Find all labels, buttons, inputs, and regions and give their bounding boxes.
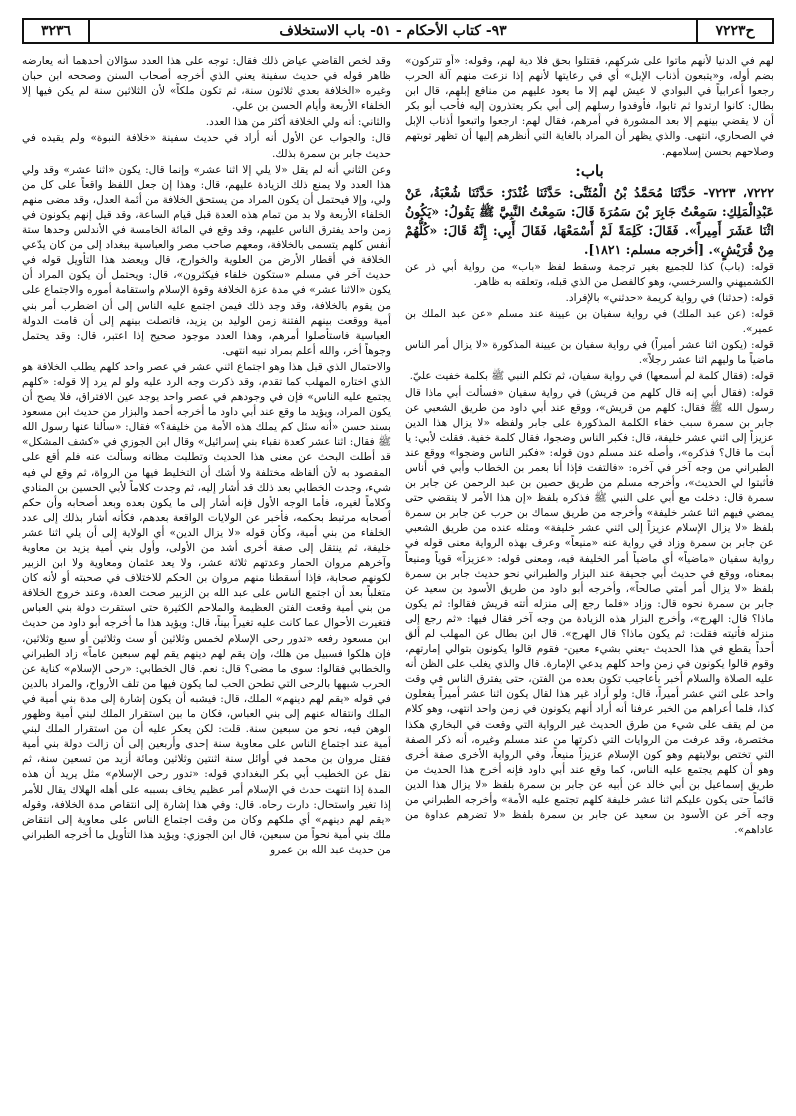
paragraph: قوله: (فقال أبي إنه قال كلهم من قريش) في رواية سفيان «فسألت أبي ماذا قال رسول الله ﷺ فقال: كلهم من قريش»، ووقع عند أبي داود من طريق الشعبي عن جابر بن سمرة سبب خفاء الكلمة المذكورة على جابر ولفظه «لا يزال هذا الدين عزيزاً إلى اثني عشر خليفة، قال: فكبر الناس وضجوا، فقال كلمة خفية. فقلت لأبي: يا أبت ما قال؟ فذكره»، وأصله عند مسلم دون قوله: «فكبر الناس وضجوا» ووقع عند الطبراني من وجه آخر في آخره: «فالتفت فإذا أنا بعمر بن الخطاب وأبي في أناس فأثبتوا لي الحديث»، وأخرجه مسلم من طريق حصين بن عبد الرحمن عن جابر بن سمرة قال: دخلت مع أبي على النبي ﷺ فذكره بلفظ «إن هذا الأمر لا ينقضي حتى يمضي فيهم اثنا عشر خليفة» وأخرجه من طريق سماك بن حرب عن جابر بن سمرة بلفظ «لا يزال الإسلام عزيزاً إلى اثني عشر خليفة» ومثله عنده من طريق الشعبي عن جابر بن سمرة وزاد في رواية عنه «منيعاً» وعرف بهذه الرواية معنى قوله في رواية سفيان «ماضياً» أي ماضياً أمر الخليفة فيه، ومعنى قوله: «عزيزاً» قوياً ومنيعاً بمعناه، ووقع في حديث أبي جحيفة عند البزار والطبراني نحو حديث جابر بن سمرة بلفظ «لا يزال أمر أمتي صالحاً»، وأخرجه أبو داود من طريق الأسود بن سعيد عن جابر بن سمرة نحوه قال: وزاد «فلما رجع إلى منزله أتته قريش فقالوا: ثم يكون ماذا؟ قال: الهرج»، وأخرج البزار هذه الزيادة من وجه آخر فقال فيها: «ثم رجع إلى منزله فأتيته فقلت: ثم يكون ماذا؟ قال الهرج». قال ابن بطال عن المهلب لم ألق أحداً يقطع في هذا الحديث -يعني بشيء معين- فقوم قالوا يكونون بتوالي إمارتهم، وقوم قالوا يكونون في زمن واحد كلهم يدعي الإمارة. قال والذي يغلب على الظن أنه عليه الصلاة والسلام أخبر بأعاجيب تكون بعده من الفتن، حتى يفترق الناس في وقت واحد على اثني عشر أميراً، قال: ولو أراد غير هذا لقال يكون اثنا عشر أميراً يفعلون كذا، فلما أعراهم من الخبر عرفنا أنه أراد أنهم يكونون في زمن واحد انتهى، وهو كلام من لم يقف على شيء من طرق الحديث غير الرواية التي وقعت في البخاري هكذا مختصرة، وقد عرفت من الروايات التي ذكرتها من عند مسلم وغيره، أنه ذكر الصفة التي تختص بولايتهم وهو كون الإسلام عزيزاً منيعاً، وفي الرواية الأخرى صفة أخرى وهو أن كلهم يجتمع عليه الناس، كما وقع عند أبي داود فإنه أخرج هذا الحديث من طريق إسماعيل بن أبي خالد عن أبيه عن جابر بن سمرة بلفظ «لا يزال هذا الدين قائماً حتى يكون عليكم اثنا عشر خليفة كلهم تجتمع عليه الأمة» وأخرجه الطبراني من وجه آخر عن الأسود بن سعيد عن جابر بن سمرة بلفظ «لا تضرهم عداوة من عاداهم».: [405, 386, 774, 837]
hadith-number: ح٧٢٢٣: [696, 20, 772, 42]
book-page: [22, 18, 774, 1100]
page-number: ٣٢٣٦: [24, 20, 90, 42]
text-columns: [22, 54, 774, 1094]
paragraph: قال: والجواب عن الأول أنه أراد في حديث سفينة «خلافة النبوة» ولم يقيده في حديث جابر بن سمرة بذلك.: [22, 132, 391, 160]
hadith-text: ٧٢٢٢، ٧٢٢٣- حَدَّثَنَا مُحَمَّدُ بْنُ الْمُثَنَّى: حَدَّثَنَا غُنْدَرٌ: حَدَّثَنَا شُعْبَةُ، عَنْ عَبْدِالْمَلِكِ: سَمِعْتُ جَابِرَ بْنَ سَمُرَةَ قَالَ: سَمِعْتُ النَّبِيَّ ﷺ يَقُولُ: «يَكُونُ اثْنَا عَشَرَ أَمِيراً». فَقَالَ: كَلِمَةً لَمْ أَسْمَعْهَا، فَقَالَ أَبِي: إِنَّهُ قَالَ: «كُلُّهُمْ مِنْ قُرَيْشٍ». [أخرجه مسلم: ١٨٢١].: [405, 184, 774, 257]
paragraph: قوله: (يكون اثنا عشر أميراً) في رواية سفيان بن عيينة المذكورة «لا يزال أمر الناس ماضياً ما وليهم اثنا عشر رجلاً».: [405, 339, 774, 367]
paragraph: والثاني: أنه ولي الخلافة أكثر من هذا العدد.: [205, 116, 391, 129]
paragraph: قوله: (باب) كذا للجميع بغير ترجمة وسقط لفظ «باب» من رواية أبي ذر عن الكشميهني والسرخسي، وهو كالفصل من الذي قبله، وتعلقه به ظاهر.: [405, 260, 774, 288]
page-header: [22, 18, 774, 44]
right-column: [405, 54, 774, 1094]
paragraph: قوله: (فقال كلمة لم أسمعها) في رواية سفيان، ثم تكلم النبي ﷺ بكلمة خفيت عليّ.: [409, 370, 774, 383]
chapter-heading: باب:: [575, 161, 604, 180]
paragraph: والاحتمال الذي قبل هذا وهو اجتماع اثني عشر في عصر واحد كلهم يطلب الخلافة هو الذي اختاره المهلب كما تقدم، وقد ذكرت وجه الرد عليه ولو لم يرد إلا قوله: «كلهم يجتمع عليه الناس» فإن في وجودهم في عصر واحد يوجد عين الافتراق، فلا يصح أن يكون المراد، ويؤيد ما وقع عند أبي داود ما أخرجه أحمد والبزار من حديث ابن مسعود بسند حسن «أنه سئل كم يملك هذه الأمة من خليفة؟» فقال: «سألنا عنها رسول الله ﷺ فقال: اثنا عشر كعدة نقباء بني إسرائيل» وقال ابن الجوزي في «كشف المشكل» قد أطلت البحث عن معنى هذا الحديث وتطلبت مظانه وسألت عنه فلم أقع على المقصود به لأن ألفاظه مختلفة ولا أشك أن التخليط فيها من الرواة، ثم وقع لي فيه شيء، وجدت الخطابي بعد ذلك قد أشار إليه، ثم وجدت كلاماً لأبي الحسين بن المنادي وكلاماً لغيره، فأما الوجه الأول فإنه أشار إلى ما يكون بعده وبعد أصحابه وأن حكم أصحابه مرتبط بحكمه، فأخبر عن الولايات الواقعة بعدهم، فكأنه أشار بذلك إلى عدد الخلفاء من بني أمية، وكأن قوله «لا يزال الدين» أي الولاية إلى أن يلي اثنا عشر خليفة، ثم ينتقل إلى صفة أخرى أشد من الأولى، وأول بني أمية يزيد بن معاوية وآخرهم مروان الحمار وعدتهم ثلاثة عشر، ولا يعد عثمان ومعاوية ولا ابن الزبير لكونهم صحابة، فإذا أسقطنا منهم مروان بن الحكم للاختلاف في صحبته أو لأنه كان متغلباً بعد أن اجتمع الناس على عبد الله بن الزبير صحت العدة، وعند خروج الخلافة من بني أمية وقعت الفتن العظيمة والملاحم الكثيرة حتى استقرت دولة بني العباس فتغيرت الأحوال عما كانت عليه تغيراً بيناً، قال: ويؤيد هذا ما أخرجه أبو داود من حديث ابن مسعود رفعه «تدور رحى الإسلام لخمس وثلاثين أو ست وثلاثين أو سبع وثلاثين، فإن هلكوا فسبيل من هلك، وإن يقم لهم دينهم يقم لهم سبعين عاماً» زاد الطبراني والخطابي فقالوا: سوى ما مضى؟ قال: نعم. قال الخطابي: «رحى الإسلام» كناية عن الحرب شبهها بالرحى التي تطحن الحب لما يكون فيها من تلف الأرواح، والمراد بالدين في قوله «يقم لهم دينهم» الملك، قال: فيشبه أن يكون إشارة إلى مدة بني أمية في الملك وانتقاله عنهم إلى بني العباس، فكان ما بين استقرار الملك لبني أمية وظهور الوهن فيه، نحو من سبعين سنة. قلت: لكن يعكر عليه أن من استقرار الملك لبني أمية عند اجتماع الناس على معاوية سنة إحدى وأربعين إلى أن زالت دولة بني أمية فقتل مروان بن محمد في أوائل سنة اثنتين وثلاثين ومائة أزيد من تسعين سنة، ثم نقل عن الخطيب أبي بكر البغدادي قوله: «تدور رحى الإسلام» مثل يريد أن هذه المدة إذا انتهت حدث في الإسلام أمر عظيم يخاف بسببه على أهله الهلاك يقال للأمر إذا تغير واستحال: دارت رحاه. قال: وفي هذا إشارة إلى انتقاص مدة الخلافة، وقوله «يقم لهم دينهم» أي ملكهم وكان من وقت اجتماع الناس على معاوية إلى انتقاض ملك بني أمية نحواً من سبعين، قال ابن الجوزي: ويؤيد هذا التأويل ما أخرجه الطبراني من حديث عبد الله بن عمرو: [22, 360, 391, 856]
paragraph: قوله: (عن عبد الملك) في رواية سفيان بن عيينة عند مسلم «عن عبد الملك بن عمير».: [405, 308, 774, 336]
paragraph: وعن الثاني أنه لم يقل «لا يلي إلا اثنا عشر» وإنما قال: يكون «اثنا عشر» وقد ولي هذا العدد ولا يمنع ذلك الزيادة عليهم، قال: وهذا إن جعل اللفظ واقعاً على كل من ولي، وإلا فيحتمل أن يكون المراد من يستحق الخلافة من أئمة العدل، وقد مضى منهم الخلفاء الأربعة ولا بد من تمام هذه العدة قبل قيام الساعة، وقد قيل إنهم يكونون في زمن واحد يفترق الناس عليهم، وقد وقع في المائة الخامسة في الأندلس وحدها ستة أنفس كلهم يتسمى بالخلافة، ومعهم صاحب مصر والعباسية ببغداد إلى من كان يدّعي الخلافة في أقطار الأرض من العلوية والخوارج، قال ويعضد هذا التأويل قوله في حديث آخر في مسلم «ستكون خلفاء فيكثرون»، قال: ويحتمل أن يكون المراد أن يكون «الاثنا عشر» في مدة عزة الخلافة وقوة الإسلام واستقامة أموره والاجتماع على من يقوم بالخلافة، وقد وجد ذلك فيمن اجتمع عليه الناس إلى أن اضطرب أمر بني أمية ووقعت بينهم الفتنة زمن الوليد بن يزيد، فاتصلت بينهم إلى أن قامت الدولة العباسية فاستأصلوا أمرهم، وهذا العدد موجود صحيح إذا اعتبر، قال: وقد يحتمل وجوهاً أخر، والله أعلم بمراد نبيه انتهى.: [22, 163, 391, 357]
running-title: ٩٣- كتاب الأحكام - ٥١- باب الاستخلاف: [279, 23, 507, 39]
paragraph: لهم في الدنيا لأنهم ماتوا على شركهم، فقتلوا بحق فلا دية لهم، وقوله: «أو تتركون» بضم أوله، و«يتبعون أذناب الإبل» أي في رعايتها لأنهم إذا نزعت منهم آلة الحرب رجعوا أعرابياً في البوادي لا عيش لهم إلا ما يعود عليهم من منافع إبلهم، قال ابن بطال: كانوا ارتدوا ثم تابوا، فأوفدوا رسلهم إلى أبي بكر يعتذرون إليه فأحب أبو بكر أن لا يقضي بينهم إلا بعد المشورة في أمرهم، فقال لهم: ارجعوا واتبعوا أذناب الإبل في الصحاري، انتهى. والذي يظهر أن المراد بالغاية التي أنظرهم إليها أن تظهر توبتهم وصلاحهم بحسن إسلامهم.: [405, 55, 774, 158]
paragraph: قوله: (حدثنا) في رواية كريمة «حدثني» بالإفراد.: [565, 291, 774, 304]
paragraph: وقد لخص القاضي عياض ذلك فقال: توجه على هذا العدد سؤالان أحدهما أنه يعارضه ظاهر قوله في حديث سفينة يعني الذي أخرجه أصحاب السنن وصححه ابن حبان وغيره «الخلافة بعدي ثلاثون سنة، ثم تكون ملكاً» لأن الثلاثين سنة لم يكن فيها إلا الخلفاء الأربعة وأيام الحسن بن علي.: [22, 55, 391, 113]
left-column: [22, 54, 391, 1094]
